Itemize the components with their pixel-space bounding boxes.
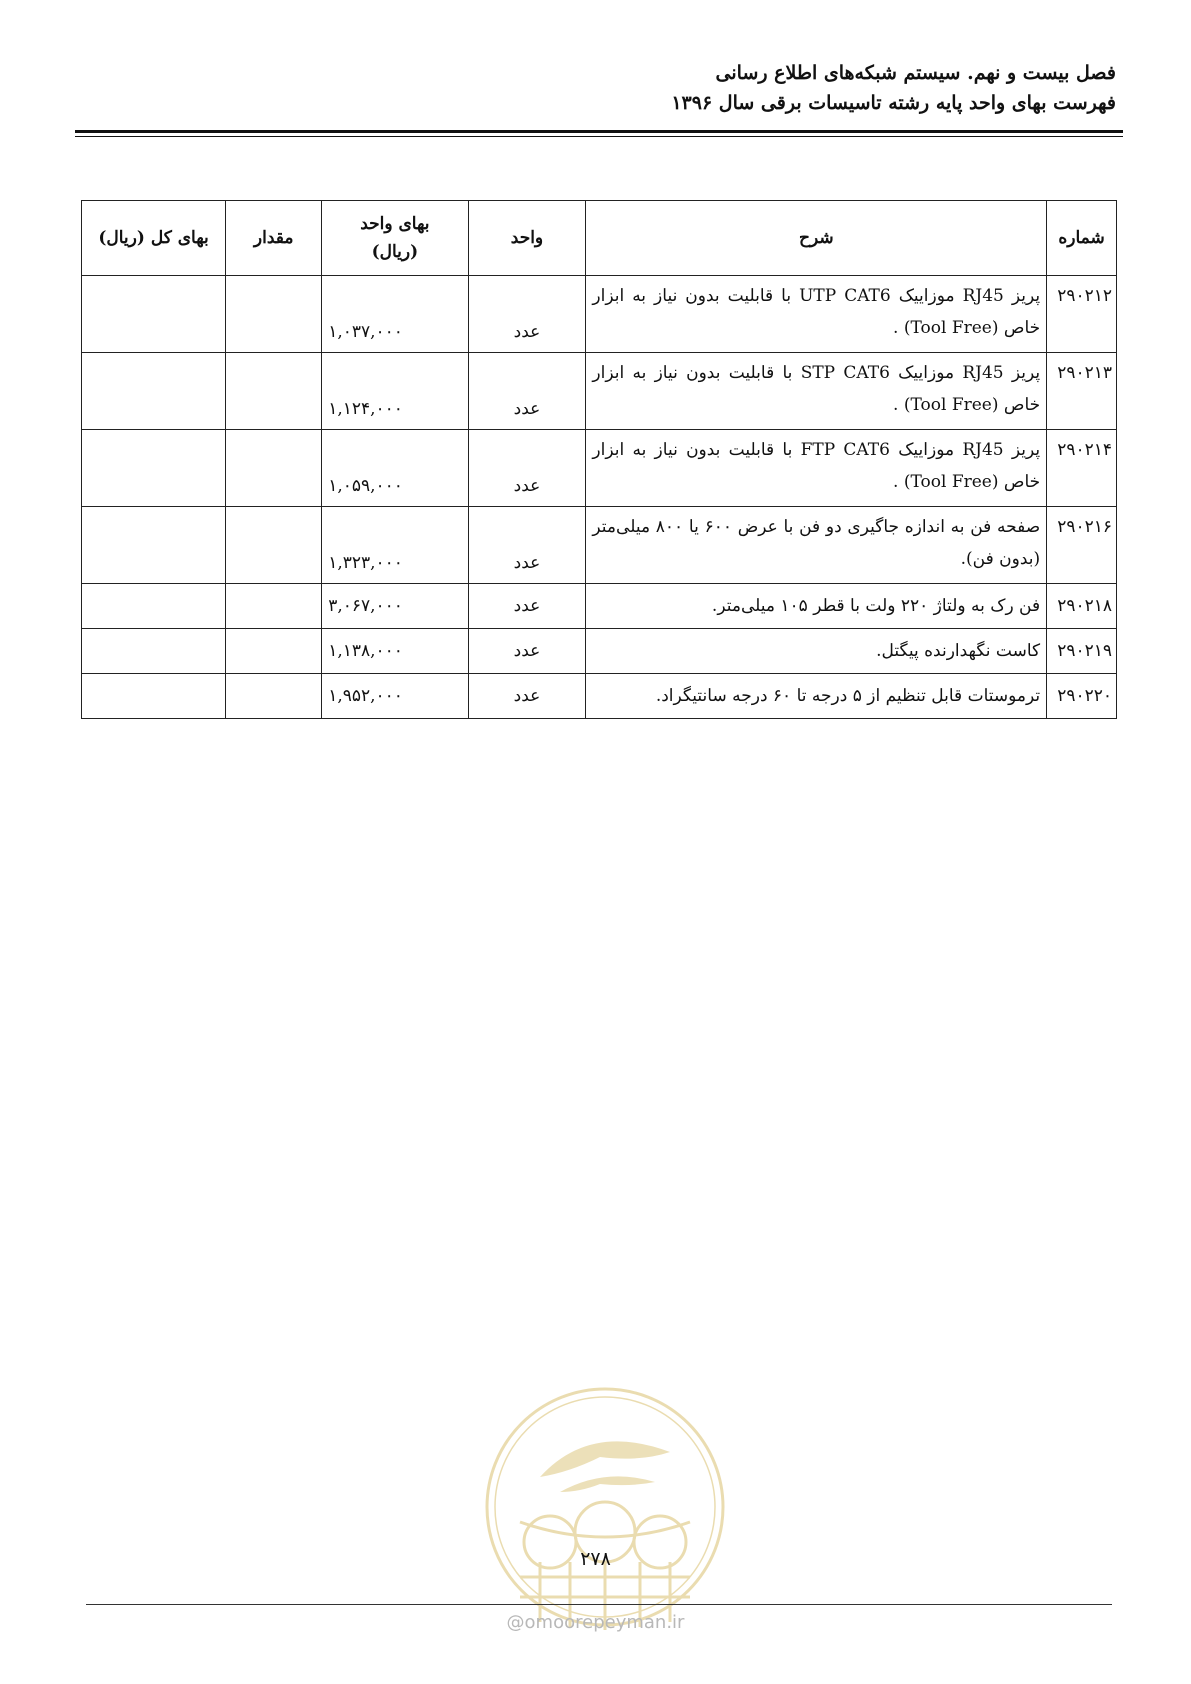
- cell-code: ۲۹۰۲۱۳: [1047, 353, 1117, 430]
- cell-total: [82, 353, 226, 430]
- chapter-title: فصل بیست و نهم. سیستم شبکه‌های اطلاع رسانی: [715, 62, 1116, 84]
- cell-desc: پریز RJ45 موزاییک UTP CAT6 با قابلیت بدون نیاز به ابزار خاص (Tool Free) .: [586, 276, 1047, 353]
- cell-unit: عدد: [468, 276, 586, 353]
- cell-desc: کاست نگهدارنده پیگتل.: [586, 629, 1047, 674]
- cell-unit: عدد: [468, 674, 586, 719]
- document-title: فهرست بهای واحد پایه رشته تاسیسات برقی سال ۱۳۹۶: [671, 92, 1116, 114]
- cell-desc: فن رک به ولتاژ ۲۲۰ ولت با قطر ۱۰۵ میلی‌متر.: [586, 584, 1047, 629]
- cell-total: [82, 674, 226, 719]
- header-qty: مقدار: [226, 201, 322, 276]
- table-row: [82, 584, 1117, 629]
- watermark-logo-icon: [480, 1382, 730, 1632]
- cell-qty: [226, 276, 322, 353]
- page-header: [75, 58, 1116, 118]
- cell-total: [82, 584, 226, 629]
- cell-qty: [226, 430, 322, 507]
- cell-total: [82, 507, 226, 584]
- cell-code: ۲۹۰۲۱۹: [1047, 629, 1117, 674]
- cell-qty: [226, 584, 322, 629]
- cell-qty: [226, 353, 322, 430]
- cell-desc: ترموستات قابل تنظیم از ۵ درجه تا ۶۰ درجه سانتیگراد.: [586, 674, 1047, 719]
- header-desc: شرح: [586, 201, 1047, 276]
- cell-unit-price: ۱,۹۵۲,۰۰۰: [322, 674, 468, 719]
- table-row: [82, 507, 1117, 584]
- header-unit-price: [322, 201, 468, 276]
- cell-code: ۲۹۰۲۱۲: [1047, 276, 1117, 353]
- cell-total: [82, 276, 226, 353]
- table-row: [82, 353, 1117, 430]
- cell-qty: [226, 507, 322, 584]
- cell-code: ۲۹۰۲۱۸: [1047, 584, 1117, 629]
- cell-desc: پریز RJ45 موزاییک STP CAT6 با قابلیت بدون نیاز به ابزار خاص (Tool Free) .: [586, 353, 1047, 430]
- cell-qty: [226, 629, 322, 674]
- cell-unit: عدد: [468, 353, 586, 430]
- cell-desc: صفحه فن به اندازه جاگیری دو فن با عرض ۶۰۰ یا ۸۰۰ میلی‌متر (بدون فن).: [586, 507, 1047, 584]
- page-number: ۲۷۸: [580, 1548, 611, 1570]
- header-code: شماره: [1047, 201, 1117, 276]
- cell-unit-price: ۱,۱۳۸,۰۰۰: [322, 629, 468, 674]
- cell-unit-price: ۳,۰۶۷,۰۰۰: [322, 584, 468, 629]
- cell-unit: عدد: [468, 430, 586, 507]
- cell-unit-price: ۱,۰۵۹,۰۰۰: [322, 430, 468, 507]
- cell-unit: عدد: [468, 629, 586, 674]
- header-unit-price-line2: (ریال): [371, 242, 419, 262]
- table-row: [82, 674, 1117, 719]
- cell-unit-price: ۱,۳۲۳,۰۰۰: [322, 507, 468, 584]
- table-header-row: [82, 201, 1117, 276]
- table-row: [82, 276, 1117, 353]
- header-rule-thick: [75, 130, 1123, 133]
- footer-rule: [86, 1604, 1112, 1605]
- cell-desc: پریز RJ45 موزاییک FTP CAT6 با قابلیت بدون نیاز به ابزار خاص (Tool Free) .: [586, 430, 1047, 507]
- cell-code: ۲۹۰۲۱۴: [1047, 430, 1117, 507]
- table-row: [82, 430, 1117, 507]
- cell-total: [82, 430, 226, 507]
- cell-unit-price: ۱,۱۲۴,۰۰۰: [322, 353, 468, 430]
- header-rule-thin: [75, 136, 1123, 137]
- cell-unit: عدد: [468, 507, 586, 584]
- site-watermark: @omoorepeyman.ir: [506, 1612, 685, 1633]
- header-unit: واحد: [468, 201, 586, 276]
- cell-code: ۲۹۰۲۱۶: [1047, 507, 1117, 584]
- cell-code: ۲۹۰۲۲۰: [1047, 674, 1117, 719]
- table-row: [82, 629, 1117, 674]
- header-total: بهای کل (ریال): [82, 201, 226, 276]
- cell-total: [82, 629, 226, 674]
- cell-unit: عدد: [468, 584, 586, 629]
- cell-qty: [226, 674, 322, 719]
- header-unit-price-line1: بهای واحد: [360, 214, 430, 234]
- price-table: [81, 200, 1117, 719]
- cell-unit-price: ۱,۰۳۷,۰۰۰: [322, 276, 468, 353]
